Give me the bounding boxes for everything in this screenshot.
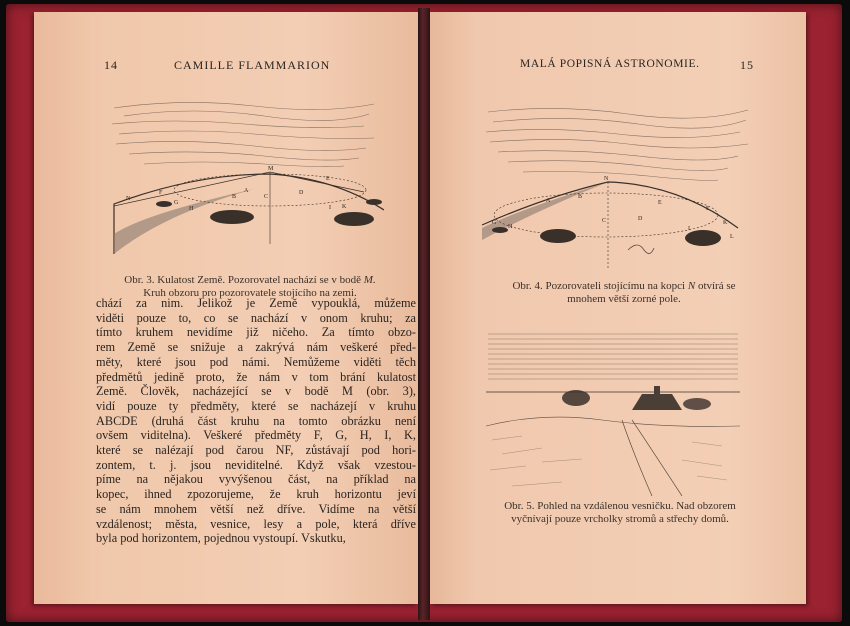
figure-label: D	[299, 190, 304, 196]
figure-label: G	[174, 200, 179, 206]
text-line: byla pod horizontem, pojednou vystoupí. Vskutku,	[96, 531, 346, 546]
caption-text-italic: N	[687, 280, 696, 292]
text-line: zontem, t. j. jsou neviditelné. Když však vzestou-	[96, 457, 416, 472]
text-line: vzdálenost; města, vesnice, lesy a pole, která dříve	[96, 516, 416, 531]
figure-label: I	[688, 226, 690, 232]
running-title-left: CAMILLE FLAMMARION	[174, 58, 331, 72]
figure-label: D	[638, 216, 643, 222]
left-page	[34, 12, 418, 604]
text-line: se nám mnohem větší než dříve. Vidíme na větší	[96, 501, 416, 516]
text-line: vidí pouze ty předměty, které se nacházejí v kruhu	[96, 398, 416, 413]
caption-text: Obr. 3. Kulatost Země. Pozorovatel nachází se v bodě	[124, 274, 362, 286]
text-line: které se nalézají pod čarou NF, zůstávají pod hori-	[96, 443, 416, 458]
figure-5-caption	[468, 500, 772, 526]
figure-label: H	[189, 206, 194, 212]
text-line: viděti pouze to, co se nachází v onom kruhu; za	[96, 310, 416, 325]
caption-text: Obr. 4. Pozorovateli stojícímu na kopci	[512, 280, 686, 292]
figure-label: A	[244, 188, 249, 194]
figure-label: H	[508, 224, 513, 230]
figure-label: F	[159, 190, 163, 196]
figure-4-caption	[474, 280, 774, 306]
caption-text: vyčnívají pouze vrcholky stromů a střechy domů.	[511, 513, 729, 525]
running-title-right: MALÁ POPISNÁ ASTRONOMIE.	[520, 58, 700, 70]
text-line: měty, které jsou pod námi. Nemůžeme viděti těch	[96, 354, 416, 369]
figure-label: B	[232, 194, 237, 200]
text-line: ovšem viditelna). Veškeré předměty F, G, H, I, K,	[96, 428, 416, 443]
caption-text: Obr. 5. Pohled na vzdálenou vesničku. Nad obzorem	[504, 500, 736, 512]
figure-label: C	[264, 194, 269, 200]
text-line: chází za nim. Jelikož je Země vypouklá, můžeme	[96, 296, 416, 310]
figure-3-earth-curvature	[104, 94, 384, 256]
figure-label: K	[723, 220, 728, 226]
caption-text: otvírá se	[697, 280, 736, 292]
text-line: tímto kruhem nevidíme již ničeho. Za tímto obzo-	[96, 325, 416, 340]
text-line: kopec, ihned zpozorujeme, že kruh horizontu jeví	[96, 487, 416, 502]
text-line: rem Země se snižuje a zakrývá nám veškeré před-	[96, 340, 416, 355]
page-number-left: 14	[104, 58, 118, 72]
text-line: ABCDE (druhá část kruhu na tomto obrázku není	[96, 413, 416, 428]
figure-label: A	[546, 198, 551, 204]
page-number-right: 15	[740, 58, 754, 72]
caption-text: Kruh obzoru pro pozorovatele stojícího na zemi.	[143, 287, 357, 299]
text-line: Země. Člověk, nacházející se v bodě M (obr. 3),	[96, 384, 416, 399]
text-line: píme na nějakou vyvýšenou část, na příklad na	[96, 472, 416, 487]
caption-text-italic: M.	[363, 274, 376, 286]
figure-label: I	[329, 205, 331, 211]
figure-label: C	[602, 218, 607, 224]
figure-label: G	[492, 220, 497, 226]
figure-label: N	[126, 196, 131, 202]
figure-4-hill-view	[478, 100, 758, 278]
figure-label: E	[658, 200, 662, 206]
right-page	[430, 12, 806, 604]
body-text	[96, 296, 416, 546]
caption-text: mnohem větší zorné pole.	[567, 293, 681, 305]
figure-label: F	[706, 206, 710, 212]
figure-label: L	[730, 234, 734, 240]
book-gutter	[418, 8, 430, 620]
figure-label: M	[268, 166, 274, 172]
text-line: předmětů jedině proto, že nám v tom brání kulatost	[96, 369, 416, 384]
figure-label: N	[604, 176, 609, 182]
figure-label: E	[326, 176, 330, 182]
figure-label: B	[578, 194, 583, 200]
figure-label: K	[342, 204, 347, 210]
figure-5-village-view	[482, 330, 744, 496]
